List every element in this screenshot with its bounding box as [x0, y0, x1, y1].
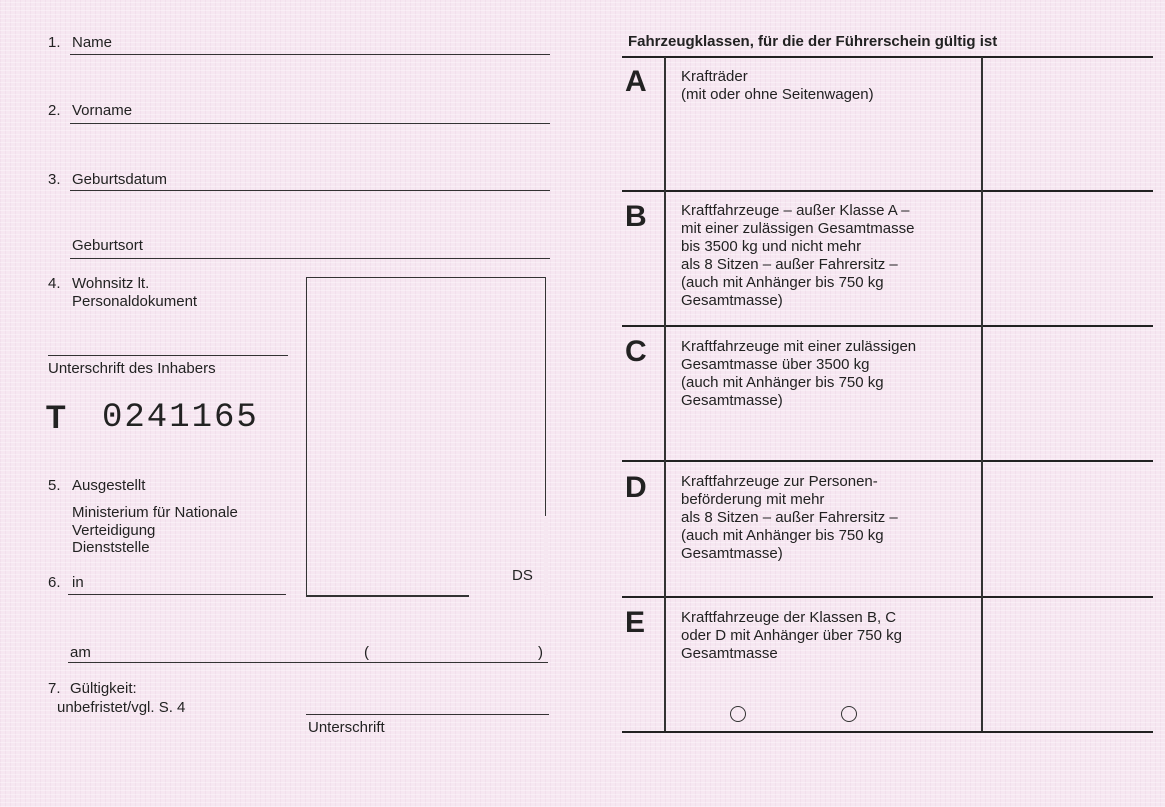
class-description-d: Kraftfahrzeuge zur Personen- beförderung mit mehr als 8 Sitzen – außer Fahrersitz – (auch mit Anhänger bis 750 kg Gesamtmasse) [681, 473, 898, 562]
class-description-c: Kraftfahrzeuge mit einer zulässigen Gesamtmasse über 3500 kg (auch mit Anhänger bis 750 kg Gesamtmasse) [681, 338, 917, 409]
issuer-line-2: Verteidigung [72, 522, 156, 539]
grid-bottom-line [622, 731, 1153, 733]
field-number: 4. [48, 275, 61, 292]
field-number: 7. [48, 680, 61, 697]
issuer-line-1: Ministerium für Nationale [72, 504, 238, 521]
class-description-b: Kraftfahrzeuge – außer Klasse A – mit einer zulässigen Gesamtmasse bis 3500 kg und nicht mehr als 8 Sitzen – außer Fahrersitz – (auch mit Anhänger bis 750 kg Gesamtmasse) [681, 202, 915, 309]
field-number: 5. [48, 477, 61, 494]
field-label-in: in [72, 574, 84, 591]
vorname-line[interactable] [70, 123, 550, 124]
class-stamp-cell-e[interactable] [983, 598, 1153, 730]
class-stamp-cell-b[interactable] [983, 192, 1153, 324]
unterschrift-line[interactable] [306, 714, 549, 715]
paren-close: ) [538, 644, 543, 661]
holder-signature-line[interactable] [48, 355, 288, 356]
punch-hole-circle [841, 706, 857, 722]
in-line[interactable] [68, 594, 286, 595]
class-letter-e: E [625, 606, 646, 639]
classes-heading: Fahrzeugklassen, für die der Führerschein gültig ist [628, 33, 998, 50]
name-line[interactable] [70, 54, 550, 55]
field-label-gueltigkeit: Gültigkeit: [70, 680, 137, 697]
field-label-ausgestellt: Ausgestellt [72, 477, 146, 494]
field-number: 2. [48, 102, 61, 119]
holder-signature-label: Unterschrift des Inhabers [48, 360, 216, 377]
class-stamp-cell-d[interactable] [983, 462, 1153, 595]
paren-open: ( [364, 644, 369, 661]
class-stamp-cell-a[interactable] [983, 58, 1153, 189]
am-line[interactable] [68, 662, 548, 663]
ds-label: DS [512, 567, 533, 584]
field-label-personaldokument: Personaldokument [72, 293, 198, 310]
class-letter-b: B [625, 200, 647, 233]
geburtsdatum-line[interactable] [70, 190, 550, 191]
field-number: 1. [48, 34, 61, 51]
field-label-unbefristet: unbefristet/vgl. S. 4 [57, 699, 186, 716]
field-number: 3. [48, 171, 61, 188]
geburtsort-line[interactable] [70, 258, 550, 259]
class-letter-d: D [625, 471, 647, 504]
field-label-name: Name [72, 34, 113, 51]
issuer-line-3: Dienststelle [72, 539, 150, 556]
field-label-am: am [70, 644, 91, 661]
class-letter-c: C [625, 335, 647, 368]
class-stamp-cell-c[interactable] [983, 327, 1153, 459]
field-label-geburtsort: Geburtsort [72, 237, 143, 254]
photo-box[interactable] [306, 277, 546, 595]
field-label-wohnsitz: Wohnsitz lt. [72, 275, 150, 292]
class-description-e: Kraftfahrzeuge der Klassen B, C oder D mit Anhänger über 750 kg Gesamtmasse [681, 609, 902, 662]
field-label-vorname: Vorname [72, 102, 133, 119]
serial-value: 0241165 [102, 399, 259, 437]
class-letter-a: A [625, 65, 647, 98]
field-label-geburtsdatum: Geburtsdatum [72, 171, 168, 188]
unterschrift-label: Unterschrift [308, 719, 385, 736]
field-number: 6. [48, 574, 61, 591]
photo-box-bottom [306, 595, 469, 597]
class-description-a: Krafträder (mit oder ohne Seitenwagen) [681, 68, 874, 103]
grid-col-divider [664, 57, 666, 731]
serial-prefix: T [46, 399, 68, 435]
punch-hole-circle [730, 706, 746, 722]
